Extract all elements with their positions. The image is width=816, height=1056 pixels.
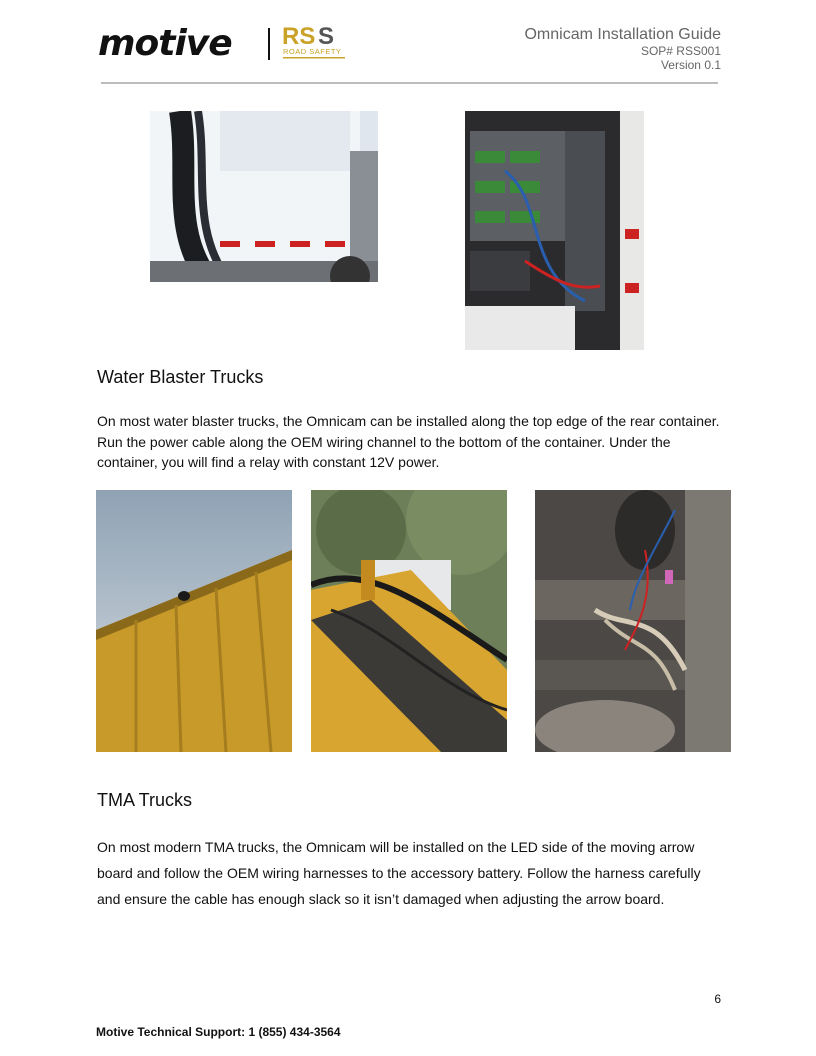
relay-wiring-photo (535, 490, 731, 752)
support-footer: Motive Technical Support: 1 (855) 434-3564 (96, 1025, 341, 1039)
container-top-edge-photo (311, 490, 507, 752)
doc-version: Version 0.1 (660, 58, 721, 72)
wiring-panel-photo (465, 111, 644, 350)
section-paragraph: On most water blaster trucks, the Omnicam can be installed along the top edge of the rear container. Run the power cable along the OEM wiring channel to the bottom of the container. Under the container, you will find a relay with constant 12V power. (97, 413, 720, 470)
page-number: 6 (714, 992, 721, 1006)
yellow-container-photo (96, 490, 292, 752)
section-paragraph: On most modern TMA trucks, the Omnicam will be installed on the LED side of the moving arrow board and follow the OEM wiring harnesses to the accessory battery. Follow the harness carefully and ensure the cable has enough slack so it isn’t damaged when adjusting the arrow board. (97, 839, 701, 907)
section-heading: TMA Trucks (97, 790, 193, 810)
section-heading: Water Blaster Trucks (97, 367, 264, 387)
motive-logo: motive (98, 23, 232, 64)
svg-text:RS: RS (282, 23, 316, 50)
doc-title: Omnicam Installation Guide (524, 26, 721, 43)
svg-text:ROAD SAFETY: ROAD SAFETY (283, 47, 342, 56)
truck-side-photo (150, 111, 378, 282)
header-rule (101, 82, 718, 84)
page-header (96, 22, 721, 78)
sop-number: SOP# RSS001 (640, 44, 721, 58)
doc-meta (524, 26, 721, 72)
logo-divider (268, 28, 270, 60)
svg-text:S: S (318, 23, 335, 50)
rss-logo-icon (282, 22, 352, 62)
